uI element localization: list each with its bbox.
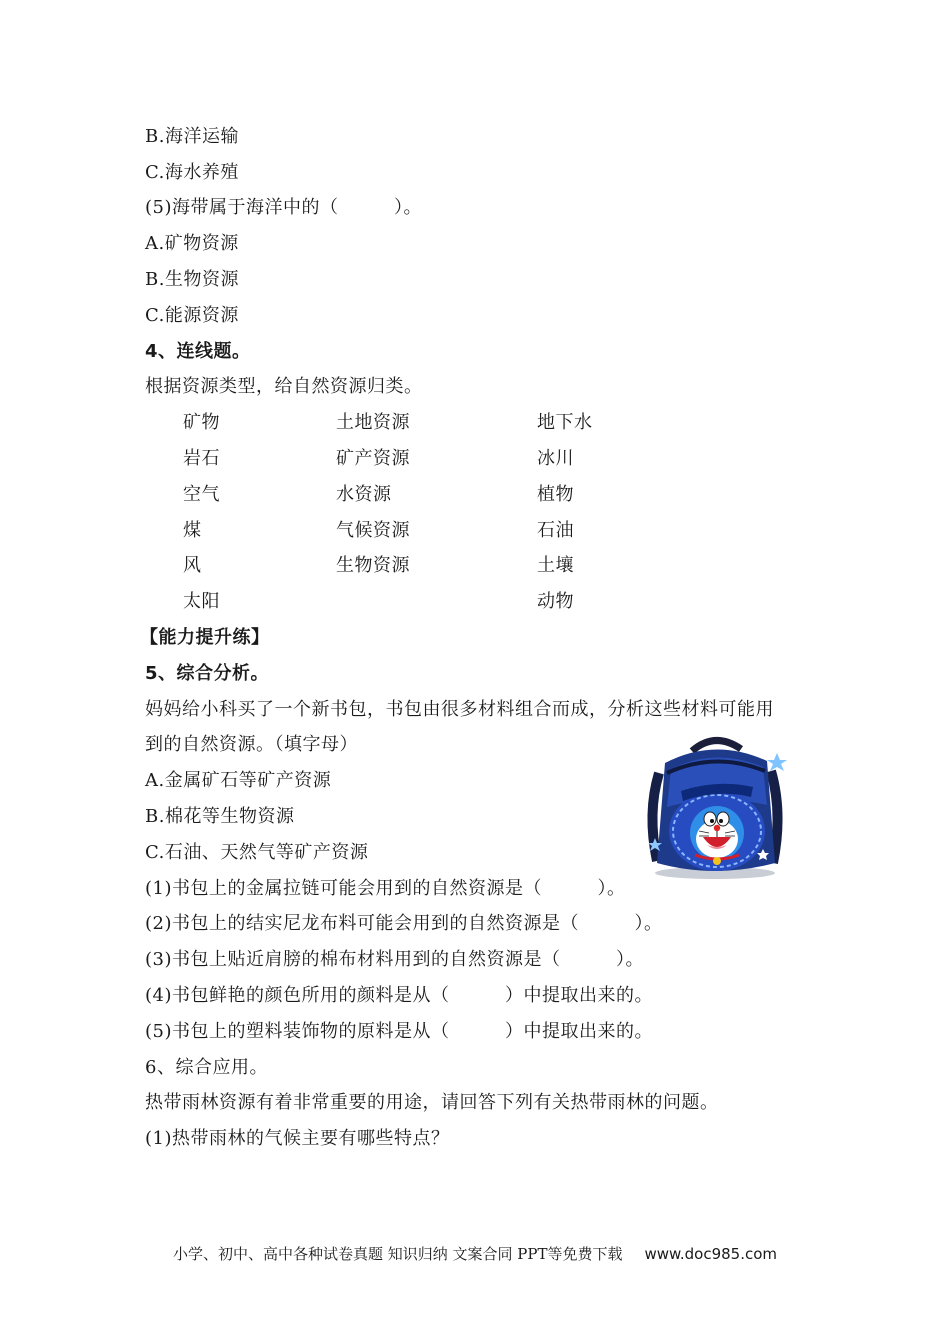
footer bbox=[0, 1243, 950, 1265]
option-c-energy: C.能源资源 bbox=[145, 305, 239, 326]
middle-item: 气候资源 bbox=[336, 520, 410, 541]
right-item: 冰川 bbox=[537, 448, 574, 469]
option-b-biological: B.生物资源 bbox=[145, 269, 239, 290]
q6-title: 6、综合应用。 bbox=[145, 1057, 268, 1078]
q5-sub4: (4)书包鲜艳的颜色所用的颜料是从（ ）中提取出来的。 bbox=[145, 985, 653, 1006]
q5-sub5: (5)书包上的塑料装饰物的原料是从（ ）中提取出来的。 bbox=[145, 1021, 653, 1042]
q4-instruction: 根据资源类型，给自然资源归类。 bbox=[145, 376, 423, 397]
option-c-prev: C.海水养殖 bbox=[145, 162, 239, 183]
right-item: 动物 bbox=[537, 591, 574, 612]
right-item: 地下水 bbox=[537, 412, 593, 433]
middle-item: 矿产资源 bbox=[336, 448, 410, 469]
right-item: 石油 bbox=[537, 520, 574, 541]
middle-item: 土地资源 bbox=[336, 412, 410, 433]
q4-title: 4、连线题。 bbox=[145, 341, 251, 362]
left-item: 太阳 bbox=[183, 591, 220, 612]
q5-option-c: C.石油、天然气等矿产资源 bbox=[145, 842, 369, 863]
q5-intro-line2: 到的自然资源。（填字母） bbox=[145, 734, 358, 755]
q6-sub1: (1)热带雨林的气候主要有哪些特点？ bbox=[145, 1128, 450, 1149]
q5-option-a: A.金属矿石等矿产资源 bbox=[145, 770, 332, 791]
footer-text: 小学、初中、高中各种试卷真题 知识归纳 文案合同 PPT等免费下载 bbox=[172, 1245, 623, 1263]
q6-intro: 热带雨林资源有着非常重要的用途，请回答下列有关热带雨林的问题。 bbox=[145, 1092, 719, 1113]
right-item: 土壤 bbox=[537, 555, 574, 576]
left-item: 矿物 bbox=[183, 412, 220, 433]
left-item: 空气 bbox=[183, 484, 220, 505]
q5-title: 5、综合分析。 bbox=[145, 663, 270, 684]
section-heading: 【能力提升练】 bbox=[140, 627, 270, 648]
question-5-kelp: (5)海带属于海洋中的（ ）。 bbox=[145, 197, 422, 218]
left-item: 煤 bbox=[183, 520, 202, 541]
middle-item: 生物资源 bbox=[336, 555, 410, 576]
option-a-mineral: A.矿物资源 bbox=[145, 233, 239, 254]
option-b-prev: B.海洋运输 bbox=[145, 126, 239, 147]
middle-item: 水资源 bbox=[336, 484, 392, 505]
left-item: 岩石 bbox=[183, 448, 220, 469]
right-item: 植物 bbox=[537, 484, 574, 505]
q5-sub2: (2)书包上的结实尼龙布料可能会用到的自然资源是（ ）。 bbox=[145, 913, 663, 934]
q5-sub3: (3)书包上贴近肩膀的棉布材料用到的自然资源是（ ）。 bbox=[145, 949, 644, 970]
backpack-image bbox=[637, 733, 787, 881]
left-item: 风 bbox=[183, 555, 202, 576]
q5-sub1: (1)书包上的金属拉链可能会用到的自然资源是（ ）。 bbox=[145, 878, 626, 899]
q5-option-b: B.棉花等生物资源 bbox=[145, 806, 295, 827]
q5-intro-line1: 妈妈给小科买了一个新书包，书包由很多材料组合而成，分析这些材料可能用 bbox=[145, 699, 774, 720]
footer-url[interactable]: www.doc985.com bbox=[644, 1245, 778, 1263]
